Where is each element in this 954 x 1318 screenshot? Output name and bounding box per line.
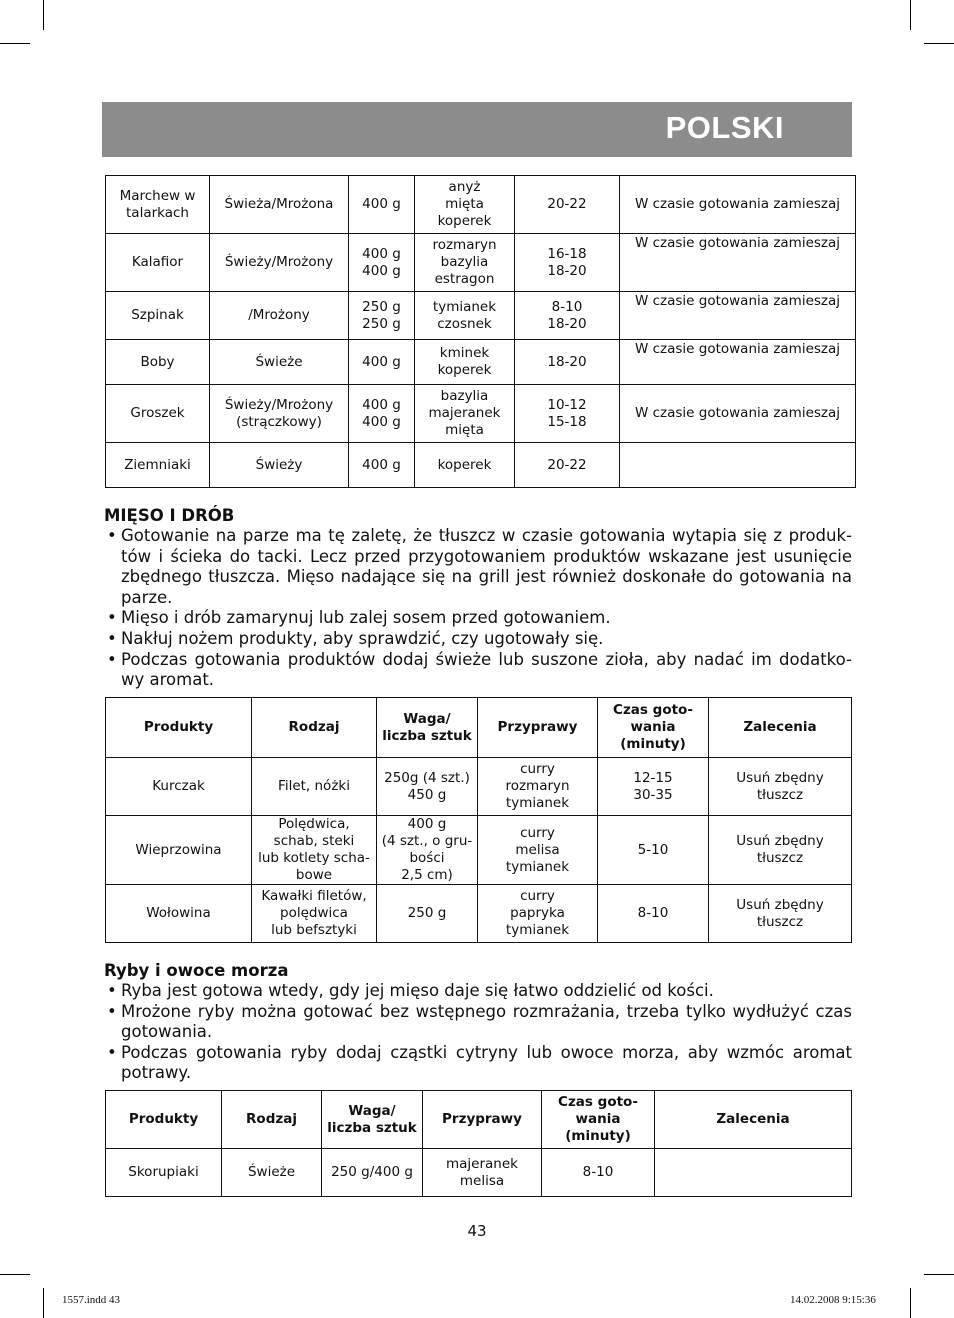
table-cell: koperek <box>415 443 515 488</box>
crop-mark <box>910 0 911 30</box>
table-row <box>106 816 852 885</box>
table-cell: 400 g 400 g <box>349 385 415 443</box>
column-header: Przyprawy <box>478 698 598 758</box>
column-header: Waga/ liczba sztuk <box>377 698 478 758</box>
table-cell: Skorupiaki <box>106 1149 222 1197</box>
table-cell: Usuń zbędny tłuszcz <box>709 885 852 943</box>
language-banner <box>102 102 852 157</box>
column-header: Rodzaj <box>252 698 377 758</box>
table-cell: Kurczak <box>106 758 252 816</box>
table-cell: /Mrożony <box>210 292 349 340</box>
table-cell: Usuń zbędny tłuszcz <box>709 816 852 885</box>
table-cell: kminek koperek <box>415 340 515 385</box>
table-cell: 20-22 <box>515 176 620 234</box>
table-cell: 250 g <box>377 885 478 943</box>
table-row <box>106 885 852 943</box>
table-cell: 250 g/400 g <box>322 1149 423 1197</box>
table-cell: majeranek melisa <box>423 1149 542 1197</box>
column-header: Rodzaj <box>222 1091 322 1149</box>
table-cell: W czasie gotowania zamieszaj <box>620 176 856 234</box>
table-cell: Kalafior <box>106 234 210 292</box>
table-cell: 8-10 18-20 <box>515 292 620 340</box>
date-slug: 14.02.2008 9:15:36 <box>790 1294 876 1306</box>
table-cell: anyż mięta koperek <box>415 176 515 234</box>
column-header: Przyprawy <box>423 1091 542 1149</box>
table-row <box>106 292 856 340</box>
table-cell: Usuń zbędny tłuszcz <box>709 758 852 816</box>
table-header-row <box>106 698 852 758</box>
crop-mark <box>0 1274 30 1275</box>
table-cell: 400 g <box>349 340 415 385</box>
table-cell: 400 g 400 g <box>349 234 415 292</box>
bullet-item: • Podczas gotowania ryby dodaj cząstki cytryny lub owoce morza, aby wzmóc aromat potrawy. <box>104 1043 852 1084</box>
table-cell: Wieprzowina <box>106 816 252 885</box>
table-cell <box>655 1149 852 1197</box>
table-cell: 250 g 250 g <box>349 292 415 340</box>
table-cell: W czasie gotowania zamieszaj <box>620 234 856 292</box>
table-cell: 18-20 <box>515 340 620 385</box>
table-row <box>106 234 856 292</box>
table-cell: Filet, nóżki <box>252 758 377 816</box>
table-cell: Polędwica, schab, steki lub kotlety scha- bowe <box>252 816 377 885</box>
bullet-item: • Mięso i drób zamarynuj lub zalej sosem przed gotowaniem. <box>104 608 852 629</box>
bullet-list <box>104 981 852 1084</box>
table-cell: W czasie gotowania zamieszaj <box>620 292 856 340</box>
section-heading: MIĘSO I DRÓB <box>104 506 235 525</box>
table-cell: curry melisa tymianek <box>478 816 598 885</box>
vegetables-table <box>105 175 856 488</box>
crop-mark <box>0 43 30 44</box>
table-cell: 400 g <box>349 443 415 488</box>
column-header: Czas goto- wania (minuty) <box>542 1091 655 1149</box>
page-number: 43 <box>467 1222 487 1240</box>
table-cell: 10-12 15-18 <box>515 385 620 443</box>
table-cell: curry papryka tymianek <box>478 885 598 943</box>
column-header: Zalecenia <box>655 1091 852 1149</box>
table-cell: 16-18 18-20 <box>515 234 620 292</box>
bullet-item: • Gotowanie na parze ma tę zaletę, że tłuszcz w czasie gotowania wytapia się z produk-tów i ścieka do tacki. Lecz przed przygotowaniem produktów wskazane jest usunięcie zbędnego tłuszcza. Mięso nadające się na grill jest również doskonałe do gotowania na parze. <box>104 526 852 608</box>
table-cell <box>620 443 856 488</box>
bullet-item: • Podczas gotowania produktów dodaj świeże lub suszone zioła, aby nadać im dodatko-wy aromat. <box>104 650 852 691</box>
table-cell: 250g (4 szt.) 450 g <box>377 758 478 816</box>
table-cell: 12-15 30-35 <box>598 758 709 816</box>
table-cell: Świeży/Mrożony (strączkowy) <box>210 385 349 443</box>
table-cell: 400 g <box>349 176 415 234</box>
table-row <box>106 176 856 234</box>
table-cell: W czasie gotowania zamieszaj <box>620 385 856 443</box>
table-row <box>106 758 852 816</box>
crop-mark <box>910 1288 911 1318</box>
bullet-item: • Mrożone ryby można gotować bez wstępnego rozmrażania, trzeba tylko wydłużyć czas gotowania. <box>104 1002 852 1043</box>
file-slug: 1557.indd 43 <box>62 1294 121 1306</box>
table-cell: Boby <box>106 340 210 385</box>
table-cell: tymianek czosnek <box>415 292 515 340</box>
crop-mark <box>924 1274 954 1275</box>
meat-table <box>105 697 852 943</box>
table-row <box>106 1149 852 1197</box>
table-cell: W czasie gotowania zamieszaj <box>620 340 856 385</box>
table-cell: 8-10 <box>598 885 709 943</box>
table-row <box>106 340 856 385</box>
column-header: Czas goto- wania (minuty) <box>598 698 709 758</box>
table-row <box>106 443 856 488</box>
table-cell: Ziemniaki <box>106 443 210 488</box>
fish-table <box>105 1090 852 1197</box>
crop-mark <box>43 1288 44 1318</box>
column-header: Zalecenia <box>709 698 852 758</box>
page-title: POLSKI <box>665 110 784 145</box>
table-cell: Kawałki filetów, polędwica lub befsztyki <box>252 885 377 943</box>
column-header: Produkty <box>106 1091 222 1149</box>
table-cell: Świeże <box>210 340 349 385</box>
table-cell: Marchew w talarkach <box>106 176 210 234</box>
fish-section <box>104 960 852 1084</box>
crop-mark <box>924 43 954 44</box>
table-cell: 5-10 <box>598 816 709 885</box>
section-heading: Ryby i owoce morza <box>104 961 289 980</box>
table-cell: Groszek <box>106 385 210 443</box>
column-header: Produkty <box>106 698 252 758</box>
table-cell: Świeże <box>222 1149 322 1197</box>
bullet-item: • Nakłuj nożem produkty, aby sprawdzić, czy ugotowały się. <box>104 629 852 650</box>
table-cell: Świeży/Mrożony <box>210 234 349 292</box>
table-cell: 400 g (4 szt., o gru- bości 2,5 cm) <box>377 816 478 885</box>
table-cell: curry rozmaryn tymianek <box>478 758 598 816</box>
table-cell: bazylia majeranek mięta <box>415 385 515 443</box>
table-cell: 20-22 <box>515 443 620 488</box>
table-cell: rozmaryn bazylia estragon <box>415 234 515 292</box>
table-cell: Świeży <box>210 443 349 488</box>
bullet-list <box>104 526 852 691</box>
table-cell: Szpinak <box>106 292 210 340</box>
table-row <box>106 385 856 443</box>
crop-mark <box>43 0 44 30</box>
table-cell: 8-10 <box>542 1149 655 1197</box>
table-cell: Świeża/Mrożona <box>210 176 349 234</box>
table-cell: Wołowina <box>106 885 252 943</box>
bullet-item: • Ryba jest gotowa wtedy, gdy jej mięso daje się łatwo oddzielić od kości. <box>104 981 852 1002</box>
meat-section <box>104 505 852 691</box>
table-header-row <box>106 1091 852 1149</box>
column-header: Waga/ liczba sztuk <box>322 1091 423 1149</box>
